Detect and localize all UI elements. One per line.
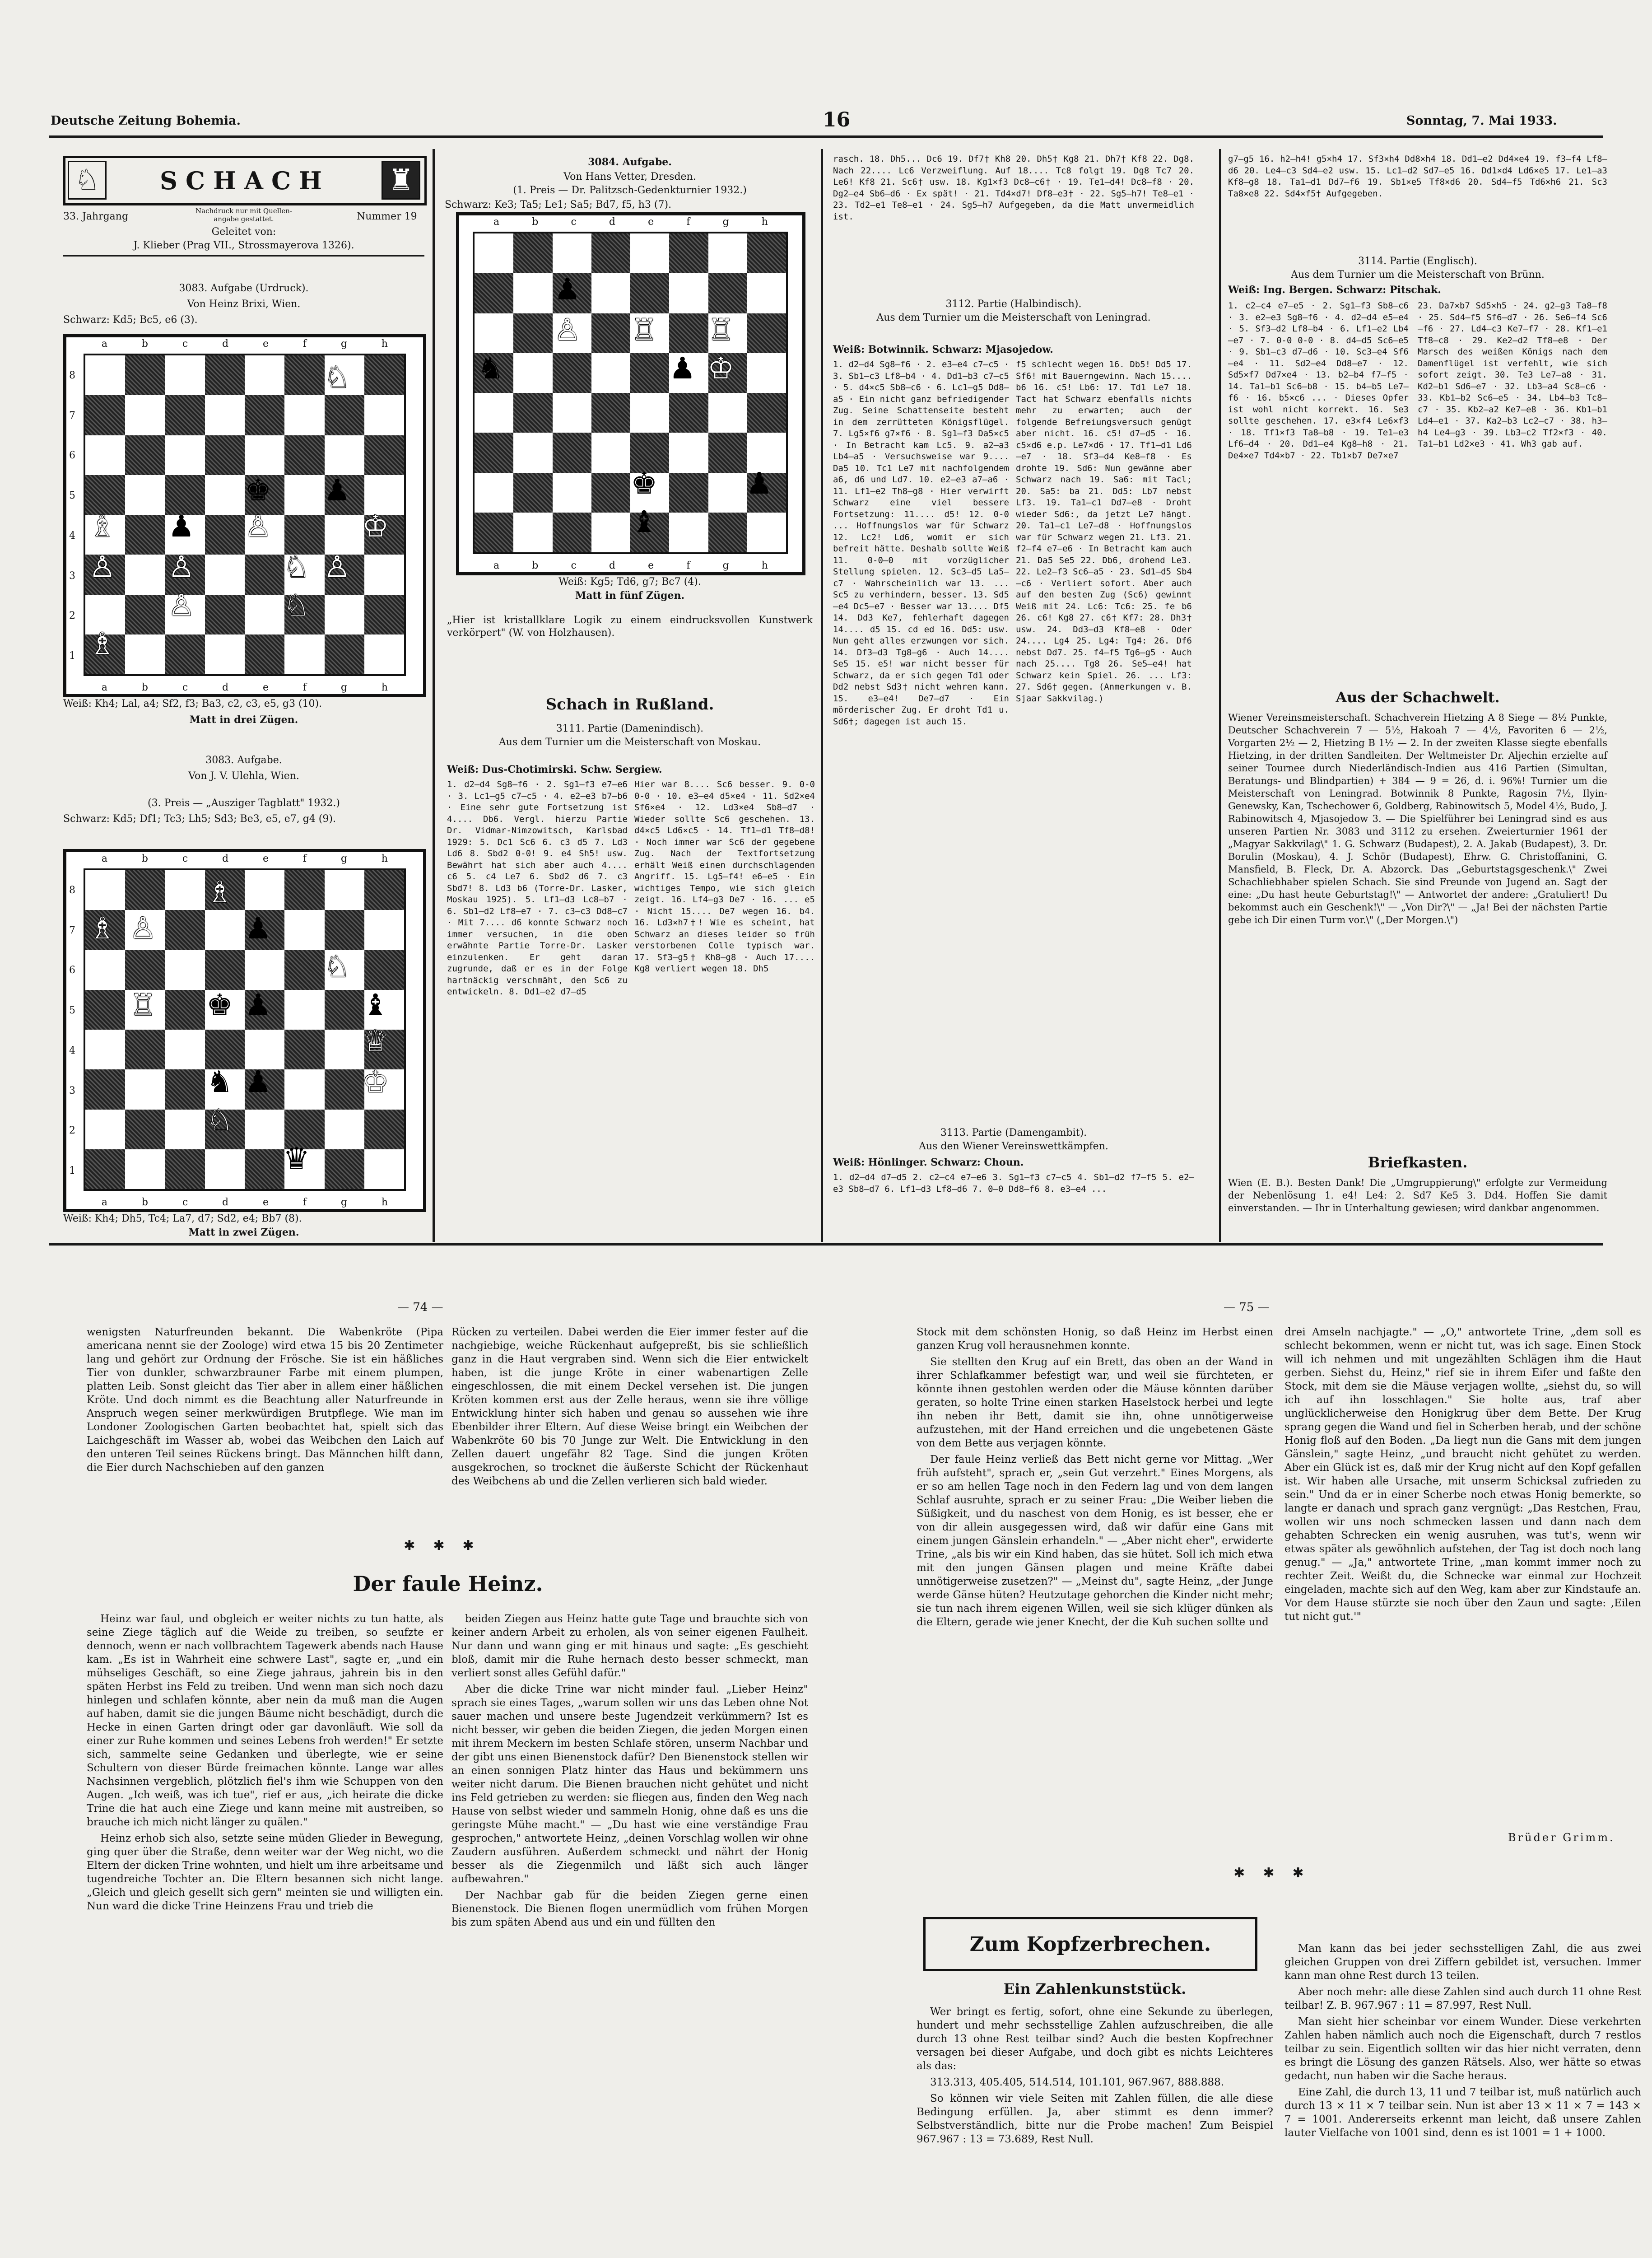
problem1-task: Matt in drei Zügen.	[189, 714, 298, 726]
russland-heading: Schach in Rußland.	[545, 695, 714, 714]
kopf-p6: Man sieht hier scheinbar vor einem Wunder. Diese verkehrten Zahlen haben nämlich auch noch die Eigenschaft, durch 7 restlos teilbar zu sein. Eigentlich sollten wir das hier nicht verraten, denn es bringt die Lösung des ganzen Rätsels. Also, wer hätte so etwas gedacht, nun haben wir die Sache heraus.	[1284, 2016, 1641, 2082]
rook-icon-right: ♜	[382, 161, 420, 200]
page74-ornament: ✱✱✱	[404, 1538, 492, 1554]
piece-white-queen: ♕	[362, 1024, 389, 1059]
nummer: Nummer 19	[357, 211, 417, 222]
game3-moves: 1. d2—d4 d7—d5 2. c2—c4 e7—e6 3. Sg1—f3 c7—c5 4. Sb1—d2 f7—f5 5. e2—e3 Sb8—d7 6. Lf1—d3 Lf8—d6 7. 0—0 Dd8—f6 8. e3—e4 ...	[833, 1172, 1194, 1194]
story-title: Der faule Heinz.	[353, 1572, 543, 1596]
piece-black-pawn-2: ♟	[669, 351, 696, 386]
board2-files-bottom: a b c d e f g h	[101, 1197, 388, 1208]
section-rule	[49, 1243, 1603, 1246]
piece-white-knight-2: ♘	[283, 550, 310, 584]
problem1-black: Schwarz: Kd5; Bc5, e6 (3).	[63, 314, 198, 326]
kopf-subtitle: Ein Zahlenkunststück.	[1003, 1980, 1187, 1997]
story-p4: Aber die dicke Trine war nicht minder faul. „Lieber Heinz" sprach sie eines Tages, „warum sollen wir uns das Leben ohne Not sauer machen und unsere beste Jugendzeit verkümmern? Ist es nicht besser, wir geben die beiden Ziegen, die jeden Morgen einen mit ihrem Meckern im besten Schlafe stören, unserm Nachbar und der gibt uns einen Bienenstock dafür? Den Bienenstock stellen wir an einen sonnigen Platz hinter das Haus und bekümmern uns weiter nicht darum. Die Bienen brauchen nicht gehütet und nicht ins Feld getrieben zu werden: sie fliegen aus, finden den Weg nach Hause von selbst wieder und sammeln Honig, ohne daß es uns die geringste Mühe macht." — „Du hast wie eine verständige Frau gesprochen," antwortete Heinz, „deinen Vorschlag wollen wir ohne Zaudern ausführen. Außerdem schmeckt und nährt der Honig besser als die Ziegenmilch und läßt sich auch länger aufbewahren."	[451, 1684, 808, 1885]
story-p1: Heinz war faul, und obgleich er weiter nichts zu tun hatte, als seine Ziege täglich auf die Weide zu treiben, so seufzte er dennoch, wenn er nach vollbrachtem Tagewerk abends nach Hause kam. „Es ist in Wahrheit eine schwere Last", sagte er, „und ein mühseliges Geschäft, so eine Ziege jahraus, jahrein bis in den späten Herbst ins Feld zu treiben. Und wenn man sich noch dazu hinlegen und schlafen könnte, aber nein da muß man die Augen auf haben, damit sie die jungen Bäume nicht beschädigt, durch die Hecke in einen Garten dringt oder gar davonläuft. Wie soll da einer zur Ruhe kommen und seines Lebens froh werden!" Er setzte sich, sammelte seine Gedanken und überlegte, wie er seine Schultern von dieser Bürde freimachen könnte. Lange war alles Nachsinnen vergeblich, plötzlich fiel's ihm wie Schuppen von den Augen. „Ich weiß, was ich tue", rief er aus, „ich heirate die dicke Trine die hat auch eine Ziege und kann meine mit austreiben, so brauche ich mich nicht länger zu quälen."	[87, 1613, 443, 1828]
piece-black-king: ♚	[631, 466, 658, 501]
game3-players: Weiß: Hönlinger. Schwarz: Choun.	[833, 1157, 1024, 1168]
kopf-column-2	[1284, 1942, 1641, 2142]
piece-white-pawn-3: ♙	[168, 550, 195, 584]
piece-black-king: ♚	[245, 473, 272, 508]
header-left: Deutsche Zeitung Bohemia.	[51, 114, 241, 128]
piece-white-king: ♔	[362, 509, 389, 544]
story-p3: beiden Ziegen aus Heinz hatte gute Tage und brauchte sich von keiner andern Arbeit zu erholen, als von seiner eigenen Faulheit. Nur dann und wann ging er mit hinaus und sagte: „Es geschieht bloß, damit mir die Ruhe hernach desto besser schmeckt, man verliert sonst alles Gefühl dafür."	[451, 1613, 808, 1679]
col-rule-1	[433, 149, 435, 1242]
story2-column-1	[917, 1325, 1273, 1632]
schachwelt-text: Wiener Vereinsmeisterschaft. Schachverein Hietzing A 8 Siege — 8½ Punkte, Deutscher Schachverein 7 — 5½, Hakoah 7 — 4½, Favoriten 6 — 2½, Vorgarten 2½ — 2, Hietzing B 1½ — 2. In der zweiten Klasse siegte ebenfalls Hietzing, in der dritten Sandleiten. Der Weltmeister Dr. Aljechin erzielte auf seiner Tournee durch Niederländisch-Indien aus 416 Partien (Simultan, Beratungs- und Blindpartien) + 384 — 9 = 26, d. i. 96%! Turnier um die Meisterschaft von Leningrad. Botwinnik 8 Punkte, Ragosin 7½, Ilyin-Genewsky, Kan, Tschechower 6, Goldberg, Rabinowitsch 5, Model 4½, Budo, J. Rabinowitsch 4, Mjasojedow 3. — Die Spielführer bei Leningrad sind es aus unseren Partien Nr. 3083 und 3112 zu ersehen. Zweierturnier 1961 der „Magyar Sakkvilag\" 1. G. Schwarz (Budapest), 2. A. Jakab (Budapest), 3. Dr. Borulin (Moskau), 4. J. Schör (Budapest), Ehrw. G. Christoffanini, G. Mansfield, B. Fleck, Dr. A. Abzorck. Das „Geburtstagsgeschenk.\" Zwei Schachliebhaber spielen Schach. Sie sind Freunde von Jugend an. Sagt der eine: „Du hast heute Geburtstag!\" — Antwortet der andere: „Gratuliert! Du bekommst auch ein Geschenk!\" — „Von Dir?\" — „Ja! Bei der nächsten Partie gebe ich Dir einen Turm vor.\" („Der Morgen.\")	[1228, 712, 1607, 925]
piece-white-pawn-2: ♙	[89, 550, 116, 584]
piece-white-knight: ♘	[324, 949, 351, 984]
board1-files-bottom: a b c d e f g h	[101, 682, 388, 693]
piece-white-knight-3: ♘	[283, 588, 310, 623]
game2-moves-left: 1. d2—d4 Sg8—f6 · 2. e3—e4 c7—c5 · 3. Sb1—c3 Lf8—b4 · 4. Dd1—b3 c7—c5 · 5. d4×c5 Sb8—c6 · 6. Lc1—g5 Dd8—a5 · Ein nicht ganz befriedigender Zug. Seine Schattenseite besteht in dem zerrütteten Königsflügel. 7. Lg5×f6 g7×f6 · 8. Sg1—f3 Da5×c5 · In Betracht kam Lc5. 9. a2—a3 Lb4—a5 · Versuchsweise war 9.... Da5 10. Tc1 Le7 mit nachfolgendem a6, d6 und Ld7. 10. e2—e3 a7—a6 · 11. Lf1—e2 Th8—g8 · Hier verwirft Schwarz eine viel bessere Fortsetzung: 11.... d5! 12. 0-0 ... Hoffnungslos war für Schwarz 12. Lc2! Ld6, womit er sich befreit hätte. Deshalb sollte Weiß 11. 0-0—0 mit vorzüglicher Stellung spielen. 12. Sc3—d5 La5—c7 · Wahrscheinlich war 13. ... Sc5 zu verhindern, besser. 13. Sd5—e4 Dc5—e7 · Besser war 13.... Df5 14. Dd3 Ke7, fehlerhaft dagegen 14.... d5 15. cd ed 16. Dd5: usw. Nun geht alles erzwungen vor sich. 14. Df3—d3 Tg8—g6 · Auch 14.... Se5 15. e5! war nicht besser für Schwarz, da er sich gegen Td1 oder Dd2 nebst Sd3† nicht wehren kann. 15. e3—e4! De7—d7 · Ein mörderischer Zug. Er droht Td1 u. Sd6†; dagegen ist auch 15.	[833, 359, 1009, 727]
kopf-p5: Aber noch mehr: alle diese Zahlen sind auch durch 11 ohne Rest teilbar! Z. B. 967.967 : 11 = 87.997, Rest Null.	[1284, 1986, 1641, 2011]
problem2-white: Weiß: Kh4; Dh5, Tc4; La7, d7; Sd2, e4; Bb7 (8).	[63, 1213, 302, 1224]
game1-subtitle: Aus dem Turnier um die Meisterschaft von Moskau.	[498, 737, 761, 748]
piece-black-pawn-3: ♟	[245, 1064, 272, 1099]
piece-white-bishop: ♗	[206, 875, 233, 910]
problem1-title: 3083. Aufgabe (Urdruck).	[179, 283, 309, 294]
problem3-task: Matt in fünf Zügen.	[575, 590, 685, 602]
chess-board-2	[63, 849, 426, 1212]
page75-number: — 75 —	[1224, 1301, 1270, 1314]
piece-white-pawn: ♙	[245, 509, 272, 544]
header-rule	[49, 135, 1603, 138]
kopf-p7: Eine Zahl, die durch 13, 11 und 7 teilbar ist, muß natürlich auch durch 13 × 11 × 7 teilbar sein. Nun ist aber 13 × 11 × 7 = 143 × 7 = 1001. Andererseits erkennt man leicht, daß unsere Zahlen lauter Vielfache von 1001 sind, denn es ist 1001 = 1 + 1000.	[1284, 2086, 1641, 2139]
problem1-author: Von Heinz Brixi, Wien.	[187, 299, 301, 310]
game-continuation-col4: g7—g5 16. h2—h4! g5×h4 17. Sf3×h4 Dd8×h4 18. Dd1—e2 Dd4×e4 19. f3—f4 Lf8—d6 20. Le4—c3 Sd4—e2 usw. 15. Lc1—d2 Sd7—e5 16. Dd1×d4 Ld6×e5 17. Le1—a3 Kf8—g8 18. Ta1—d1 Dd7—f6 19. Sb1×e5 Tf8×d6 20. Sd4—f5 Td6×h6 21. Sc3 Ta8×e8 22. Sd4×f5† Aufgegeben.	[1228, 154, 1607, 199]
jahrgang: 33. Jahrgang	[63, 211, 129, 222]
piece-white-pawn: ♙	[554, 313, 581, 347]
game1-players: Weiß: Dus-Chotimirski. Schw. Sergiew.	[447, 764, 662, 775]
piece-white-rook-2: ♖	[707, 313, 735, 347]
schach-title-box	[63, 156, 427, 205]
story2-p2: Sie stellten den Krug auf ein Brett, das oben an der Wand in ihrer Schlafkammer befestigt war, und weil sie fürchteten, er könnte ihnen gestohlen werden oder die Mäuse könnten darüber geraten, so holte Trine einen starken Haselstock herbei und legte ihn neben ihr Bett, damit sie ihn, ohne unnötigerweise aufzustehen, mit der Hand erreichen und die ungebetenen Gäste von dem Bette aus verjagen könnte.	[917, 1356, 1273, 1449]
kopf-p4: Man kann das bei jeder sechsstelligen Zahl, die aus zwei gleichen Gruppen von drei Ziffern gebildet ist, versuchen. Immer kann man ohne Rest durch 13 teilen.	[1284, 1943, 1641, 1982]
game2-moves-right: f5 schlecht wegen 16. Db5! Dd5 17. Sf6! mit Bauerngewinn. Nach 15.... b6 16. c5! Lb6: 17. Td1 Le7 18. Tact hat Schwarz ebenfalls nichts mehr zu erwarten; auch der folgende Befreiungsversuch genügt aber nicht. 16. c5! d7—d5 · 16. c5×d6 e.p. Le7×d6 · 17. Tf1—d1 Ld6—e7 · 18. Sf3—d4 Ke8—f8 · Es drohte 19. Sd6: Nun gewänne aber Schwarz nach 19. Sa6: mit Tacl; 20. Sa5: ba 21. Dd5: Lb7 nebst Lf3. 19. Ta1—c1 Dd7—e8 · Droht wieder Sd6:, da jetzt Le7 hängt. 20. Ta1—c1 Le7—d8 · Hoffnungslos war für Schwarz wegen 21. Lf3. 21. f2—f4 e7—e6 · In Betracht kam auch 21. Da5 Se5 22. Db6, drohend Le3. 22. Le2—f3 Sc6—a5 · 23. Sd1—d5 Sb4—c6 · Verliert sofort. Aber auch auf den besten Zug (Sc6) gewinnt Weiß mit 24. Lc6: Tc6: 25. fe b6 26. c6! Kg8 27. c6† Kf7: 28. Dh3† usw. 24. Dd3—d3 Kf8—e8 · Oder 24.... Lg4 25. Lg4: Tg4: 26. Df6 nebst Dd7. 25. f4—f5 Tg6—g5 · Auch nach 25.... Tg8 26. Se5—e4! hat Schwarz kein Spiel. 26. ... Lf3: 27. Sd6† gegen. (Anmerkungen v. B. Sjaar Sakkvilag.)	[1016, 359, 1192, 704]
game4-subtitle: Aus dem Turnier um die Meisterschaft von Brünn.	[1291, 269, 1545, 280]
board1-ranks: 8 7 6 5 4 3 2 1	[69, 369, 75, 662]
schachwelt-heading: Aus der Schachwelt.	[1336, 689, 1500, 706]
story-p2: Heinz erhob sich also, setzte seine müden Glieder in Bewegung, ging quer über die Straße, denn weiter war der Weg nicht, wo die Eltern der dicken Trine wohnten, und hielt um ihre arbeitsame und tugendreiche Tochter an. Die Eltern besannen sich nicht lange. „Gleich und gleich gesellt sich gern" meinten sie und willigten ein. Nun ward die dicke Trine Heinzens Frau und trieb die	[87, 1833, 443, 1912]
editor: J. Klieber (Prag VII., Strossmayerova 1326).	[133, 240, 354, 251]
schach-title: SCHACH	[160, 166, 330, 195]
piece-black-pawn: ♟	[245, 911, 272, 946]
problem3-white: Weiß: Kg5; Td6, g7; Bc7 (4).	[558, 576, 701, 588]
game3-title: 3113. Partie (Damengambit).	[940, 1127, 1087, 1138]
header-page-number: 16	[823, 108, 851, 131]
chess-board-3	[456, 212, 805, 575]
game1-title: 3111. Partie (Damenindisch).	[556, 723, 704, 734]
story2-p4: drei Amseln nachjagte." — „O," antwortete Trine, „dem soll es schlecht bekommen, wenn er nicht tut, was ich sage. Einen Stock will ich nehmen und mit ungezählten Schlägen ihm die Haut gerben. Siehst du, Heinz," rief sie in ihrem Eifer und faßte den Stock, mit dem sie die Mäuse verjagen wollte, „siehst du, so will ich auf ihn losschlagen." Sie holte aus, traf aber unglücklicherweise den Honigkrug über dem Bette. Der Krug sprang gegen die Wand und fiel in Scherben herab, und der schöne Honig floß auf den Boden. „Da liegt nun die Gans mit dem jungen Gänslein," sagte Heinz, „und braucht nicht gehütet zu werden. Aber ein Glück ist es, daß mir der Krug nicht auf den Kopf gefallen ist. Wir haben alle Ursache, mit unserm Schicksal zufrieden zu sein." Und da er in einer Scherbe noch etwas Honig bemerkte, so langte er danach und sprach ganz vergnügt: „Das Restchen, Frau, wollen wir uns noch schmecken lassen und dann nach dem gehabten Schrecken ein wenig ausruhen, was tut's, wenn wir etwas später als gewöhnlich aufstehen, der Tag ist doch noch lang genug." — „Ja," antwortete Trine, „man kommt immer noch zu rechter Zeit. Weißt du, die Schnecke war einmal zur Hochzeit eingeladen, machte sich auf den Weg, kam aber zur Kindstaufe an. Vor dem Hause stürzte sie noch über den Zaun und sagte: ‚Eilen tut nicht gut.'"	[1284, 1326, 1641, 1623]
board3-grid	[473, 232, 788, 554]
page74-number: — 74 —	[397, 1301, 443, 1314]
story-column-2	[451, 1612, 808, 1932]
page75-ornament: ✱✱✱	[1233, 1865, 1322, 1881]
col-rule-2	[821, 149, 823, 1242]
story2-p3: Der faule Heinz verließ das Bett nicht gerne vor Mittag. „Wer früh aufsteht", sprach er, „sein Gut verzehrt." Eines Morgens, als er so am hellen Tage noch in den Federn lag und von dem langen Schlaf ausruhte, sprach er zu seiner Frau: „Die Weiber lieben die Süßigkeit, und du naschest von dem Honig, es ist besser, ehe er von dir allein ausgegessen wird, daß wir dafür eine Gans mit einem jungen Gänslein erhandeln." — „Aber nicht eher", erwiderte Trine, „als bis wir ein Kind haben, das sie hütet. Soll ich mich etwa mit den jungen Gänsen plagen und meine Kräfte dabei unnötigerweise zusetzen?" — „Meinst du", sagte Heinz, „der Junge werde Gänse hüten? Heutzutage gehorchen die Kinder nicht mehr; sie tun nach ihrem eigenen Willen, weil sie sich klüger dünken als die Eltern, gerade wie jener Knecht, der die Kuh suchen sollte und	[917, 1454, 1273, 1628]
piece-black-pawn: ♟	[324, 473, 351, 508]
piece-black-bishop: ♝	[631, 504, 658, 539]
piece-white-pawn-4: ♙	[324, 550, 351, 584]
piece-white-king: ♔	[707, 351, 735, 386]
problem3-author: Von Hans Vetter, Dresden.	[563, 171, 696, 182]
kopf-title-box	[923, 1917, 1257, 1971]
piece-white-rook: ♖	[631, 313, 658, 347]
game4-moves-right: 23. Da7×b7 Sd5×h5 · 24. g2—g3 Ta8—f8 · 25. Sd4—f5 Sf6—d7 · 26. Se6—f4 Sc6—f6 · 27. Ld4—c3 Ke7—f7 · 28. Kf1—e1 Tf8—c8 · 29. Ke2—d2 Tf8—e8 · Der Marsch des weißen Königs nach dem Damenflügel ist verfehlt, wie sich sofort zeigt. 30. Te3 Le7—a8 · 31. Kd2—b1 Sd6—e7 · 32. Lb3—a4 Sc8—c6 · 33. Kb1—b2 Sc6—e5 · 34. Lb4—b3 Tc8—c7 · 35. Kb2—a2 Ke7—e8 · 36. Kb1—b1 Ld4—e1 · 37. Ka2—b3 Lc2—c7 · 38. h3—h4 Le4—g3 · 39. Lb3—c2 Tf2×f3 · 40. Ta1—b1 Ld2×e3 · 41. Wh3 gab auf.	[1418, 301, 1607, 449]
problem1-white: Weiß: Kh4; Lal, a4; Sf2, f3; Ba3, c2, c3, e5, g3 (10).	[63, 698, 322, 709]
piece-white-knight: ♘	[324, 360, 351, 395]
piece-white-bishop-2: ♗	[89, 626, 116, 661]
board2-files-top: a b c d e f g h	[101, 853, 388, 864]
game4-players: Weiß: Ing. Bergen. Schwarz: Pitschak.	[1228, 284, 1441, 296]
game2-title: 3112. Partie (Halbindisch).	[945, 299, 1082, 310]
problem3-prize: (1. Preis — Dr. Palitzsch-Gedenkturnier 1932.)	[513, 185, 747, 196]
problem2-author: Von J. V. Ulehla, Wien.	[188, 770, 299, 782]
game2-players: Weiß: Botwinnik. Schwarz: Mjasojedow.	[833, 344, 1053, 355]
game2-subtitle: Aus dem Turnier um die Meisterschaft von Leningrad.	[876, 312, 1151, 323]
piece-black-pawn: ♟	[554, 272, 581, 307]
kopf-p2: 313.313, 405.405, 514.514, 101.101, 967.967, 888.888.	[930, 2076, 1224, 2088]
story2-p1: Stock mit dem schönsten Honig, so daß Heinz im Herbst einen ganzen Krug voll herausnehmen konnte.	[917, 1326, 1273, 1352]
game4-title: 3114. Partie (Englisch).	[1358, 256, 1477, 267]
header-right: Sonntag, 7. Mai 1933.	[1406, 114, 1557, 128]
problem3-black: Schwarz: Ke3; Ta5; Le1; Sa5; Bd7, f5, h3 (7).	[445, 199, 672, 210]
piece-white-pawn: ♙	[130, 911, 157, 946]
kopf-title: Zum Kopfzerbrechen.	[969, 1932, 1211, 1956]
piece-white-knight-2: ♘	[206, 1103, 233, 1138]
problem3-quote: „Hier ist kristallklare Logik zu einem eindrucksvollen Kunstwerk verkörpert" (W. von Holzhausen).	[447, 615, 813, 639]
story2-column-2	[1284, 1325, 1641, 1626]
board1-files-top: a b c d e f g h	[101, 338, 388, 350]
story-author: Brüder Grimm.	[1508, 1831, 1615, 1844]
kopf-p3: So können wir viele Seiten mit Zahlen füllen, die alle diese Bedingung erfüllen. Ja, aber stimmt es denn immer? Selbstverständlich, bitte nur die Probe machen! Zum Beispiel 967.967 : 13 = 73.689, Rest Null.	[917, 2093, 1273, 2145]
page74-intro-left: wenigsten Naturfreunden bekannt. Die Wabenkröte (Pipa americana nennt sie der Zoologe) wird etwa 15 bis 20 Zentimeter lang und gehört zur Ordnung der Frösche. Sie ist ein häßliches Tier von dunkler, schwarzbrauner Farbe mit einem plumpen, platten Leib. Sonst gleicht das Tier aber in allem einer häßlichen Kröte. Und doch nimmt es die Beachtung aller Naturfreunde in Anspruch wegen seiner merkwürdigen Brutpflege. Wie man im Londoner Zoologischen Garten beobachtet hat, spielt sich das Laichgeschäft im Wasser ab, wobei das Weibchen den Laich auf den unteren Teil seines Rückens bringt. Das Männchen hilft dann, die Eier durch Nachschieben auf den ganzen	[87, 1326, 443, 1474]
problem2-black: Schwarz: Kd5; Df1; Tc3; Lh5; Sd3; Be3, e5, e7, g4 (9).	[63, 813, 336, 825]
piece-white-rook: ♖	[130, 988, 157, 1022]
briefkasten-heading: Briefkasten.	[1368, 1154, 1468, 1171]
board3-files-top: a b c d e f g h	[493, 216, 768, 228]
problem2-prize: (3. Preis — „Ausziger Tagblatt" 1932.)	[148, 798, 340, 809]
col-rule-3	[1219, 149, 1221, 1242]
game3-subtitle: Aus den Wiener Vereinswettkämpfen.	[919, 1141, 1108, 1152]
piece-black-pawn-2: ♟	[245, 988, 272, 1022]
kopf-column-1	[917, 2005, 1273, 2149]
chess-board-1	[63, 334, 426, 697]
briefkasten-text: Wien (E. B.). Besten Dank! Die „Umgruppierung\" erfolgte zur Vermeidung der Nebenlösung 1. e4! Le4: 2. Sd7 Ke5 3. Dd4. Hoffen Sie damit einverstanden. — Ihr in Unterhaltung gewiesen; wird dankbar angenommen.	[1228, 1177, 1607, 1213]
board2-ranks: 8 7 6 5 4 3 2 1	[69, 884, 75, 1177]
game1-continuation: rasch. 18. Dh5... Dc6 19. Df7† Kh8 20. Dh5† Kg8 21. Dh7† Kf8 22. Dg8. Nach 22.... Lc6 Verzweiflung. Auf 18.... Tc8 folgt 19. Dg8 Tc7 20. Le6! Kf8 21. Sc6† usw. 18. Kg1×f3 Dc8—c6† · 19. Te1—d4! Dc8—f8 · 20. Dg2—e4 Sb6—d6 · Ex spät! · 21. Td4×d7! Df8—e3† · 22. Sg5—h7! Te8—e1 · 23. Td2—e1 Te8—e1 · 24. Sg5—h7 Aufgegeben, da die Matt unvermeidlich ist.	[833, 154, 1194, 222]
piece-black-king: ♚	[206, 988, 233, 1022]
problem2-title: 3083. Aufgabe.	[205, 755, 282, 766]
schach-rule	[63, 255, 424, 257]
piece-black-knight: ♞	[206, 1064, 233, 1099]
piece-white-bishop-2: ♗	[89, 911, 116, 946]
story-p5: Der Nachbar gab für die beiden Ziegen gerne einen Bienenstock. Die Bienen flogen unermüdlich vom frühen Morgen bis zum späten Abend aus und ein und füllten den	[451, 1889, 808, 1928]
piece-white-pawn-5: ♙	[168, 588, 195, 623]
game1-moves-right: Hier war 8.... Sc6 besser. 9. 0-0 0-0 · 10. e3—e4 d5×e4 · 11. Sd2×e4 Sf6×e4 · 12. Ld3×e4 Sb8—d7 · Wieder sollte Sc6 geschehen. 13. d4×c5 Ld6×c5 · 14. Tf1—d1 Tf8—d8! · Noch immer war Sc6 der gegebene Zug. Nach der Textfortsetzung erhält Weiß einen durchschlagenden Angriff. 15. Lg5—f4! e6—e5 · Ein wichtiges Tempo, wie sich gleich zeigt. 16. Lf4—g3 De7 · 16. ... e5 · Nicht 15.... De7 wegen 16. b4. 16. Ld3×h7†! Wie es scheint, hat Schwarz an dieses leider so früh verstorbenen Colle typisch war. 17. Sf3—g5† Kh8—g8 · Auch 17.... Kg8 verliert wegen 18. Dh5	[634, 779, 815, 974]
piece-black-knight: ♞	[477, 351, 504, 386]
story-column-1	[87, 1612, 443, 1916]
piece-black-pawn-3: ♟	[746, 466, 773, 501]
board3-files-bottom: a b c d e f g h	[493, 560, 768, 571]
geleitet: Geleitet von:	[211, 226, 276, 238]
piece-black-bishop: ♝	[362, 988, 389, 1022]
problem2-task: Matt in zwei Zügen.	[188, 1227, 299, 1238]
piece-white-king: ♔	[362, 1064, 389, 1099]
game4-moves-left: 1. c2—c4 e7—e5 · 2. Sg1—f3 Sb8—c6 · 3. e2—e3 Sg8—f6 · 4. d2—d4 e5—e4 · 5. Sf3—d2 Lf8—b4 · 6. Lf1—e2 Lb4—e7 · 7. 0-0 0-0 · 8. d4—d5 Sc6—e5 · 9. Sb1—c3 d7—d6 · 10. Sc3—e4 Sf6—e4 · 11. Sd2—e4 Dd8—e7 · 12. Sd5×f7 Dd7×e4 · 13. b2—b4 f7—f5 · 14. Ta1—b1 Sc6—b8 · 15. b4—b5 Le7—f6 · 16. b5×c6 ... · Dieses Opfer ist wohl nicht korrekt. 16. Se3 sollte geschehen. 17. e3×f4 Le6×f3 · 18. Tf1×f3 Ta8—b8 · 19. Te1—e3 Lf6—d4 · 20. Dd1—e4 Kg8—h8 · 21. De4×e7 Td4×b7 · 22. Tb1×b7 De7×e7	[1228, 301, 1409, 461]
piece-black-queen: ♛	[283, 1141, 310, 1176]
piece-white-bishop: ♗	[89, 509, 116, 544]
page74-intro-right: Rücken zu verteilen. Dabei werden die Eier immer fester auf die nachgiebige, weiche Rückenhaut aufgepreßt, bis sie schließlich ganz in die Haut vergraben sind. Wenn sich die Eier entwickelt haben, ist die junge Kröte in einer wabenartigen Zelle eingeschlossen, die mit einem Deckel versehen ist. Die jungen Kröten kommen erst aus der Zelle heraus, wenn sie ihre völlige Entwicklung hinter sich haben und genau so aussehen wie ihre Ebenbilder ihrer Eltern. Auf diese Weise bringt ein Weibchen der Wabenkröte 60 bis 70 Junge zur Welt. Die Entwicklung in den Zellen dauert ungefähr 82 Tage. Sind die jungen Kröten ausgekrochen, so trocknet die äußerste Schicht der Rückenhaut des Weibchens ab und die Zellen verlieren sich bald wieder.	[451, 1326, 808, 1487]
knight-icon-left: ♘	[68, 161, 107, 200]
problem3-title: 3084. Aufgabe.	[588, 156, 672, 168]
kopf-p1: Wer bringt es fertig, sofort, ohne eine Sekunde zu überlegen, hundert und mehr sechsstellige Zahlen aufzuschreiben, die alle durch 13 ohne Rest teilbar sind? Auch die besten Kopfrechner versagen bei dieser Aufgabe, und doch gibt es nichts Leichteres als das:	[917, 2006, 1273, 2072]
nachdruck-note: Nachdruck nur mit Quellen-angabe gestattet.	[195, 207, 292, 223]
piece-black-pawn-2: ♟	[168, 509, 195, 544]
game1-moves-left: 1. d2—d4 Sg8—f6 · 2. Sg1—f3 e7—e6 · 3. Lc1—g5 c7—c5 · 4. e2—e3 b7—b6 · Eine sehr gute Fortsetzung ist 4.... Db6. Vergl. hierzu Partie Dr. Vidmar-Nimzowitsch, Karlsbad 1929: 5. Dc1 Sc6 6. c3 d5 7. Ld3 Ld6 8. Sbd2 0-0! 9. e4 Sh5! usw. Bewährt hat sich aber auch 4.... c6 5. c4 Le7 6. Sbd2 d6 7. c3 Sbd7! 8. Ld3 b6 (Torre-Dr. Lasker, Moskau 1925). 5. Lf1—d3 Lc8—b7 · 6. Sb1—d2 Lf8—e7 · 7. c3—c3 Dd8—c7 · Mit 7.... d6 konnte Schwarz noch immer versuchen, in die oben erwähnte Partie Torre-Dr. Lasker einzulenken. Er geht daran zugrunde, daß er es in der Folge hartnäckig verschmäht, den Sc6 zu entwickeln. 8. Dd1—e2 d7—d5	[447, 779, 628, 997]
